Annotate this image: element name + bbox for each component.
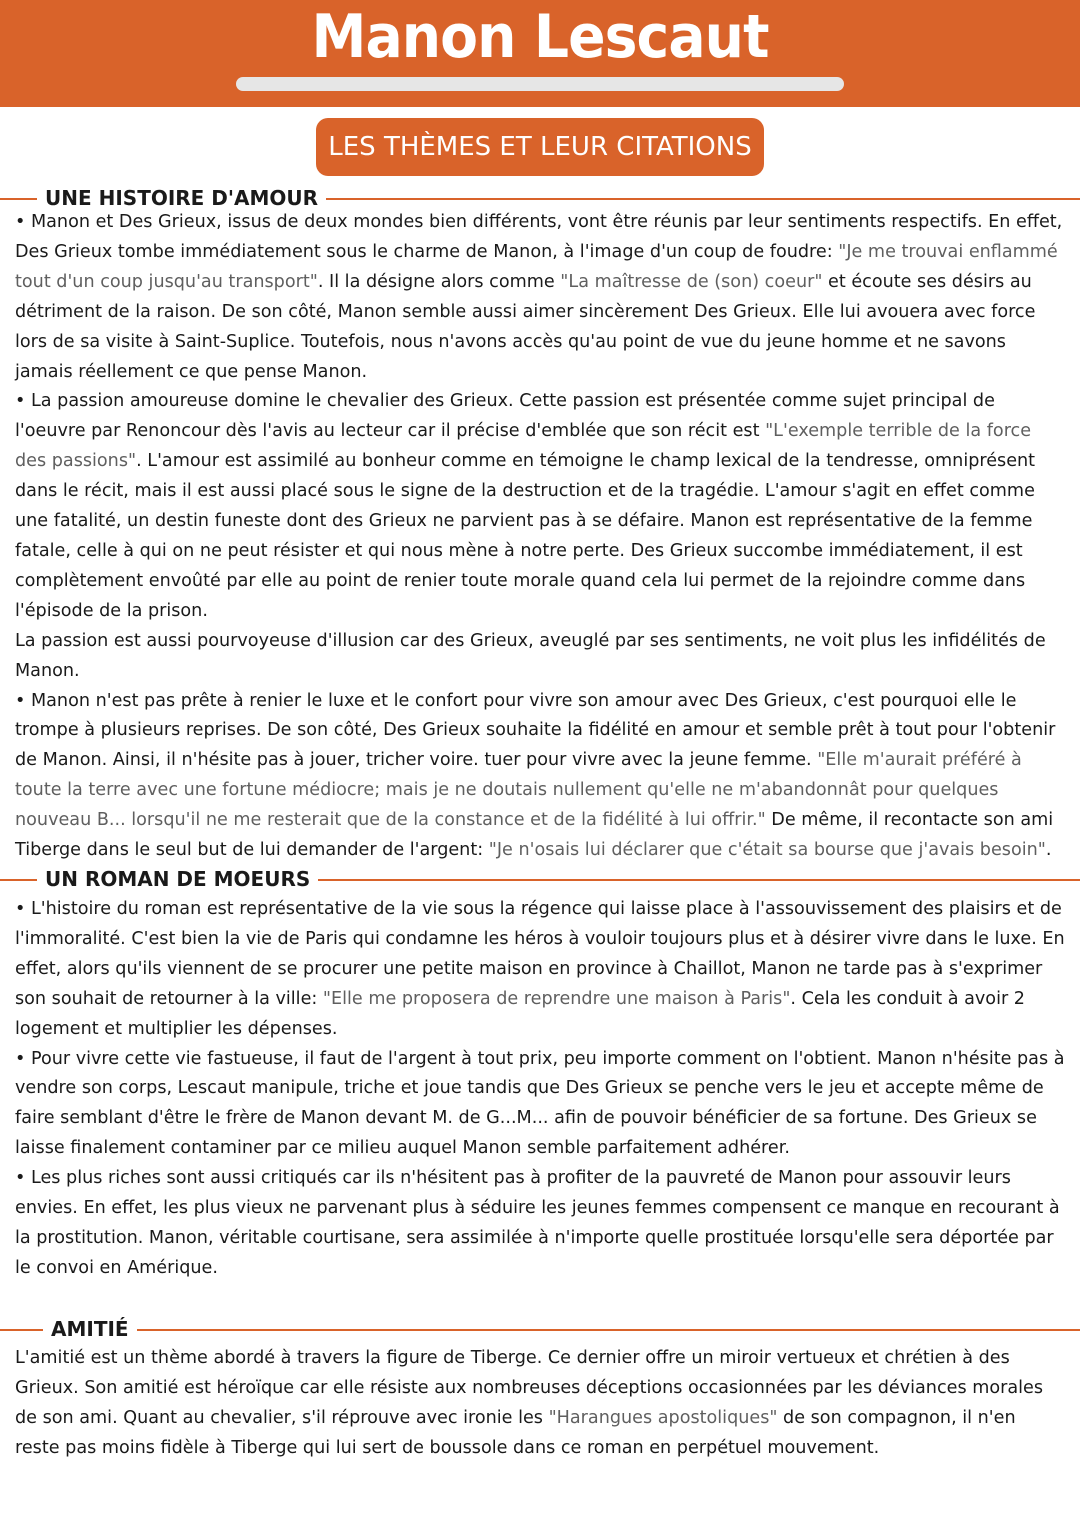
paragraph bbox=[15, 687, 1065, 866]
section-heading-label: UN ROMAN DE MOEURS bbox=[37, 866, 318, 892]
body-text: • Manon n'est pas prête à renier le luxe et le confort pour vivre son amour avec Des Grieux, c'est pourquoi elle le trompe à plusieurs reprises. De son côté, Des Grieux souhaite la fidélité en amour et semble prêt à tout pour l'obtenir de Manon. Ainsi, il n'hésite pas à jouer, tricher voire. tuer pour vivre avec la jeune femme. bbox=[15, 690, 1056, 771]
body-text: • La passion amoureuse domine le chevalier des Grieux. Cette passion est présentée comme sujet principal de l'oeuvre par Renoncour dès l'avis au lecteur car il précise d'emblée que son récit est bbox=[15, 391, 995, 442]
body-text: De même, il recontacte son ami Tiberge dans le seul but de lui demander de l'argent: bbox=[15, 810, 1054, 861]
section-body bbox=[15, 895, 1065, 1284]
title-underline bbox=[236, 77, 844, 91]
body-text: . Il la désigne alors comme bbox=[317, 271, 561, 292]
paragraph bbox=[15, 208, 1065, 387]
quote-text: "La maîtresse de (son) coeur" bbox=[560, 271, 823, 292]
subtitle-pill: LES THÈMES ET LEUR CITATIONS bbox=[316, 118, 764, 176]
quote-text: "L'exemple terrible de la force des passions" bbox=[15, 421, 1032, 472]
section-heading-amitie bbox=[0, 1316, 1080, 1346]
body-text: et écoute ses désirs au détriment de la raison. De son côté, Manon semble aussi aimer sincèrement Des Grieux. Elle lui avouera avec force lors de sa visite à Saint-Suplice. Toutefois, nous n'avons accès qu'au point de vue du jeune homme et ne savons jamais réellement ce que pense Manon. bbox=[15, 271, 1036, 382]
paragraph bbox=[15, 387, 1065, 626]
paragraph bbox=[15, 1045, 1065, 1165]
quote-text: "Je me trouvai enflammé tout d'un coup jusqu'au transport" bbox=[15, 241, 1058, 292]
paragraph bbox=[15, 1164, 1065, 1284]
body-text: La passion est aussi pourvoyeuse d'illusion car des Grieux, aveuglé par ses sentiments, ne voit plus les infidélités de Manon. bbox=[15, 630, 1046, 681]
body-text: • Les plus riches sont aussi critiqués car ils n'hésitent pas à profiter de la pauvreté de Manon pour assouvir leurs envies. En effet, les plus vieux ne parvenant plus à séduire les jeunes femmes compensent ce manque en recourant à la prostitution. Manon, véritable courtisane, sera assimilée à n'importe quelle prostituée lorsqu'elle sera déportée par le convoi en Amérique. bbox=[15, 1168, 1060, 1278]
body-text: • Manon et Des Grieux, issus de deux mondes bien différents, vont être réunis par leur sentiments respectifs. En effet, Des Grieux tombe immédiatement sous le charme de Manon, à l'image d'un coup de foudre: bbox=[15, 212, 1063, 262]
quote-text: "Je n'osais lui déclarer que c'était sa bourse que j'avais besoin" bbox=[488, 840, 1046, 861]
body-text: . Cela les conduit à avoir 2 logement et multiplier les dépenses. bbox=[15, 988, 1025, 1039]
body-text: de son compagnon, il n'en reste pas moins fidèle à Tiberge qui lui sert de boussole dans ce roman en perpétuel mouvement. bbox=[15, 1407, 1016, 1458]
body-text: • L'histoire du roman est représentative de la vie sous la régence qui laisse place à l'assouvissement des plaisirs et de l'immoralité. C'est bien la vie de Paris qui condamne les héros à vouloir toujours plus et à désirer vivre dans le luxe. En effet, alors qu'ils viennent de se procurer une petite maison en province à Chaillot, Manon ne tarde pas à s'exprimer son souhait de retourner à la ville: bbox=[15, 899, 1065, 1009]
section-heading-moeurs bbox=[0, 866, 1080, 896]
paragraph bbox=[15, 1344, 1065, 1464]
header-banner bbox=[0, 0, 1080, 107]
body-text: L'amitié est un thème abordé à travers la figure de Tiberge. Ce dernier offre un miroir vertueux et chrétien à des Grieux. Son amitié est héroïque car elle résiste aux nombreuses déceptions occasionnées par les déviances morales de son ami. Quant au chevalier, s'il réprouve avec ironie les bbox=[15, 1348, 1043, 1428]
paragraph bbox=[15, 895, 1065, 1045]
quote-text: "Elle me proposera de reprendre une maison à Paris" bbox=[322, 988, 791, 1009]
quote-text: "Elle m'aurait préféré à toute la terre avec une fortune médiocre; mais je ne doutais nullement qu'elle ne m'abandonnât pour quelques nouveau B... lorsqu'il ne me resterait que de la constance et de la fidélité à lui offrir." bbox=[15, 750, 1022, 831]
section-body bbox=[15, 1344, 1065, 1464]
body-text: • Pour vivre cette vie fastueuse, il faut de l'argent à tout prix, peu importe comment on l'obtient. Manon n'hésite pas à vendre son corps, Lescaut manipule, triche et joue tandis que Des Grieux se penche vers le jeu et accepte même de faire semblant d'être le frère de Manon devant M. de G...M... afin de pouvoir bénéficier de sa fortune. Des Grieux se laisse finalement contaminer par ce milieu auquel Manon semble parfaitement adhérer. bbox=[15, 1048, 1065, 1159]
body-text: . L'amour est assimilé au bonheur comme en témoigne le champ lexical de la tendresse, omniprésent dans le récit, mais il est aussi placé sous le signe de la destruction et de la tragédie. L'amour s'agit en effet comme une fatalité, un destin funeste dont des Grieux ne parvient pas à se défaire. Manon est représentative de la femme fatale, celle à qui on ne peut résister et qui nous mène à notre perte. Des Grieux succombe immédiatement, il est complètement envoûté par elle au point de renier toute morale quand cela lui permet de la rejoindre comme dans l'épisode de la prison. bbox=[15, 451, 1036, 621]
section-body bbox=[15, 208, 1065, 866]
quote-text: "Harangues apostoliques" bbox=[548, 1407, 778, 1428]
body-text: . bbox=[1045, 840, 1052, 861]
section-heading-label: UNE HISTOIRE D'AMOUR bbox=[37, 185, 326, 211]
page-title: Manon Lescaut bbox=[311, 2, 769, 72]
section-heading-label: AMITIÉ bbox=[43, 1316, 137, 1342]
paragraph bbox=[15, 627, 1065, 687]
section-rule bbox=[0, 1329, 1080, 1331]
